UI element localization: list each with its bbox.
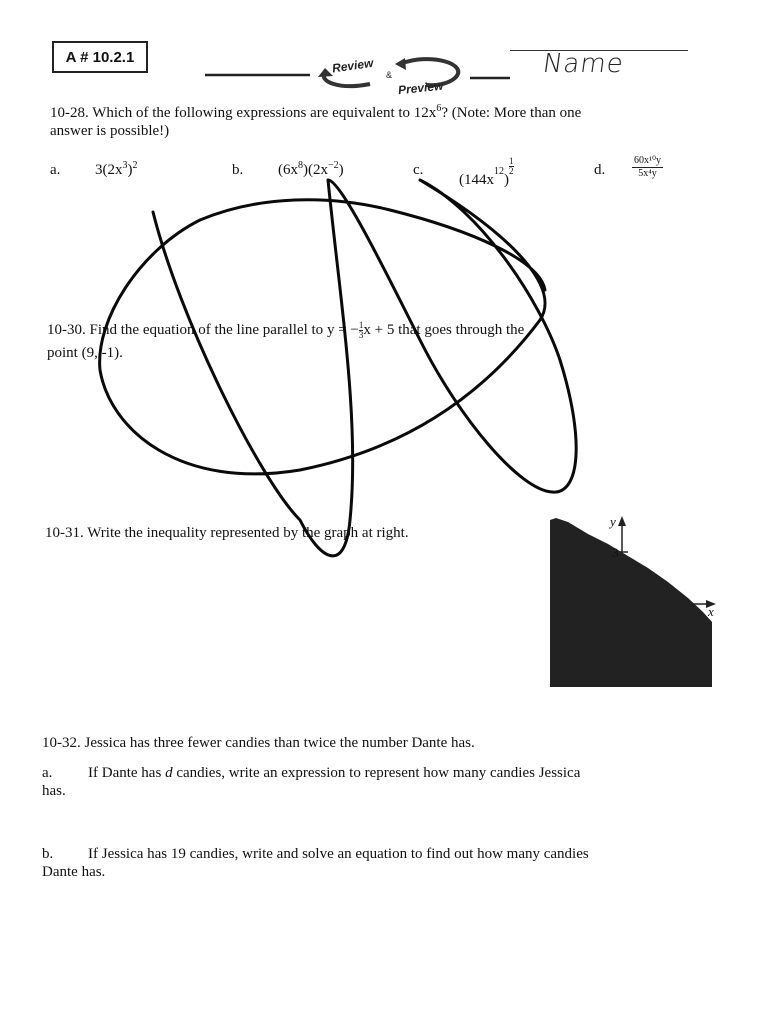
q31-prompt: 10-31. Write the inequality represented by the graph at right. — [45, 525, 409, 541]
q28-option-d-expression: $\frac{\text{60x¹⁰y}}{\text{5x⁴y}}$ — [634, 155, 662, 179]
q30-prompt-line2: point (9, -1). — [47, 345, 123, 361]
q28-option-d-letter: d. — [594, 162, 606, 178]
y-axis-arrow-icon — [618, 516, 626, 526]
q32-prompt: 10-32. Jessica has three fewer candies than twice the number Dante has. — [42, 735, 475, 751]
logo-amp-text: & — [386, 70, 393, 80]
q32-b-text-line2: Dante has. — [42, 864, 106, 880]
q32-a-letter: a. — [42, 765, 53, 781]
q28-option-a-expression: $3(2x^3)^2$ — [95, 160, 138, 178]
q28-option-a-letter: a. — [50, 162, 61, 178]
q32-a-text: If Dante has d candies, write an expression to represent how many candies Jessica — [88, 765, 581, 781]
q28-option-b-letter: b. — [232, 162, 244, 178]
q28-option-c-expression: $(144x^{12})$ $\frac{1}{2}$ — [459, 156, 514, 188]
name-handwriting: Name — [540, 49, 626, 79]
q30-slope-fraction: $\frac{1}{3}$ — [358, 320, 364, 340]
q31-inequality-graph — [548, 512, 720, 690]
y-axis-label: y — [610, 514, 616, 529]
logo-preview-text: Preview — [397, 78, 444, 98]
q32-b-letter: b. — [42, 846, 54, 862]
logo-review-text: Review — [331, 55, 375, 76]
y-tick-label: 3 — [612, 545, 619, 560]
q30-prompt-line1: 10-30. Find the equation of the line parallel to y = − $\frac{1}{3}$ x + 5 that goes through the — [47, 320, 525, 340]
q28-prompt-line2: answer is possible!) — [50, 123, 170, 139]
q28-option-c-letter: c. — [413, 162, 424, 178]
assignment-label: A # 10.2.1 — [52, 41, 148, 73]
q32-b-text: If Jessica has 19 candies, write and solve an equation to find out how many candies — [88, 846, 589, 862]
option-c-exponent-fraction: $\frac{1}{2}$ — [509, 156, 514, 176]
q28-prompt-line1: 10-28. Which of the following expressions are equivalent to $12x^6$? (Note: More than one — [50, 103, 582, 121]
q32-a-text-line2: has. — [42, 783, 66, 799]
q28-option-b-expression: $(6x^8)(2x^{-2})$ — [278, 160, 344, 178]
review-preview-logo — [200, 52, 510, 100]
x-axis-label: x — [708, 604, 714, 619]
